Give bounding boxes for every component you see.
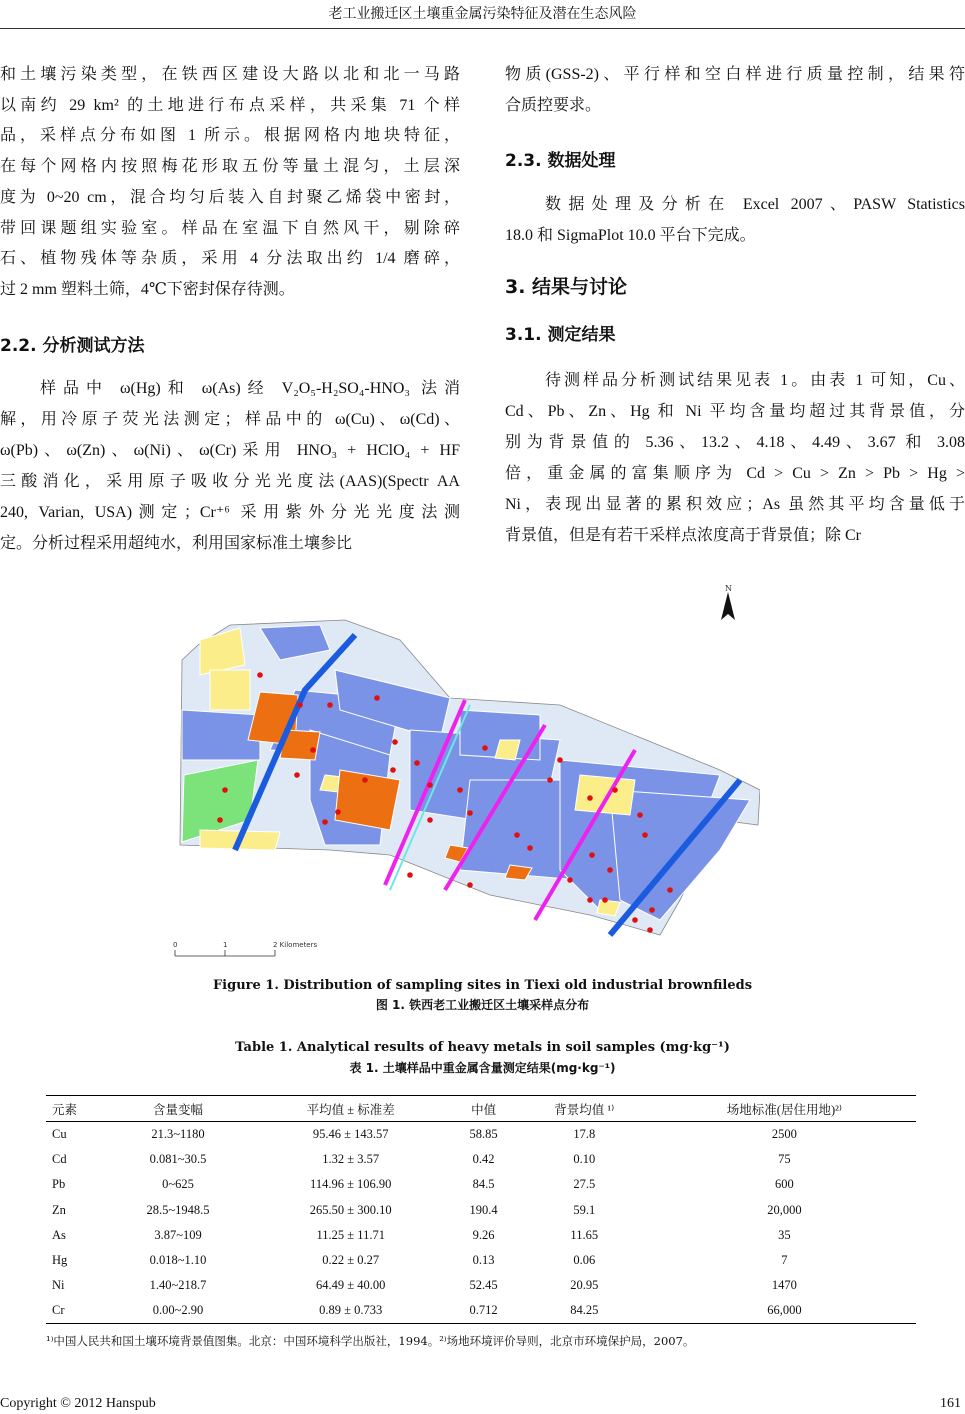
sampling-site-dot [632, 917, 638, 923]
table-cell: 75 [778, 1151, 791, 1166]
table-cell: Cu [52, 1126, 67, 1141]
table-cell: Hg [52, 1253, 68, 1268]
table-cell: 0.10 [573, 1151, 596, 1166]
table-cell: 64.49 ± 40.00 [316, 1278, 386, 1293]
sampling-site-dot [310, 747, 316, 753]
sampling-site-dot [457, 787, 463, 793]
table-cell: 0.018~1.10 [149, 1253, 207, 1268]
table-footnote: ¹⁾中国人民共和国土壤环境背景值图集。北京：中国环境科学出版社，1994。²⁾场地环境评价导则，北京市环境保护局，2007。 [46, 1334, 695, 1348]
table-cell: 66,000 [653, 1299, 916, 1324]
text-line: 品，采样点分布如图 1 所示。根据网格内地块特征， [0, 127, 460, 145]
sampling-site-dot [612, 787, 618, 793]
north-label: N [725, 584, 732, 593]
table-cell: 2500 [771, 1126, 797, 1141]
sampling-site-dot [427, 817, 433, 823]
table-row [46, 1197, 916, 1222]
text-line: 过 2 mm 塑料土筛，4℃下密封保存待测。 [0, 280, 295, 298]
sampling-site-dot [217, 817, 223, 823]
table-row [46, 1273, 916, 1298]
scale-label: 2 Kilometers [273, 941, 318, 949]
running-header: 老工业搬迁区土壤重金属污染特征及潜在生态风险 [328, 6, 637, 22]
text-line: 度为 0~20 cm，混合均匀后装入自封聚乙烯袋中密封， [0, 188, 460, 206]
table-cell: Cr [46, 1299, 106, 1324]
table-cell: 28.5~1948.5 [146, 1202, 210, 1217]
north-arrow-icon [721, 592, 735, 620]
table-row [46, 1122, 916, 1147]
text-line: 和土壤污染类型，在铁西区建设大路以北和北一马路 [0, 66, 460, 83]
table-cell: 265.50 ± 300.10 [309, 1202, 392, 1217]
sampling-site-dot [322, 819, 328, 825]
table-cell: 59.1 [573, 1202, 596, 1217]
table-cell: 114.96 ± 106.90 [310, 1177, 392, 1192]
table-cell: 190.4 [469, 1202, 498, 1217]
table-cell: 11.25 ± 11.71 [316, 1227, 385, 1242]
table-cell: 52.45 [469, 1278, 498, 1293]
text-line: 以南约 29 km² 的土地进行布点采样，共采集 71 个样 [0, 96, 460, 114]
text-line: 240, Varian, USA)测定；Cr⁺⁶ 采用紫外分光光度法测 [0, 504, 460, 521]
table-cell: 84.25 [516, 1299, 653, 1324]
table-cell: 21.3~1180 [151, 1126, 205, 1141]
text-line: 数据处理及分析在 Excel 2007、PASW Statistics [545, 196, 965, 213]
sampling-site-dot [607, 867, 613, 873]
table-row [46, 1248, 916, 1273]
sampling-site-dot [467, 882, 473, 888]
table-cell: 58.85 [469, 1126, 498, 1141]
column-header: 含量变幅 [106, 1096, 250, 1122]
text-line: 待测样品分析测试结果见表 1。由表 1 可知，Cu、 [545, 372, 965, 389]
table-cell: 27.5 [573, 1177, 596, 1192]
table-row [46, 1223, 916, 1248]
sampling-site-dot [527, 845, 533, 851]
column-header: 场地标准(居住用地)²⁾ [653, 1096, 916, 1122]
figure-caption-en: Figure 1. Distribution of sampling sites in Tiexi old industrial brownfileds [212, 978, 753, 993]
table-cell: 1470 [771, 1278, 797, 1293]
column-header: 中值 [451, 1096, 515, 1122]
table-cell: 35 [778, 1227, 791, 1242]
table-title-en: Table 1. Analytical results of heavy metals in soil samples (mg·kg⁻¹) [235, 1040, 730, 1055]
copyright: Copyright © 2012 Hanspub [0, 1396, 156, 1411]
table-cell: 95.46 ± 143.57 [312, 1126, 389, 1141]
table-cell: 20,000 [767, 1202, 802, 1217]
table-cell: 0.22 ± 0.27 [322, 1253, 380, 1268]
table-cell: 17.8 [573, 1126, 596, 1141]
heavy-metals-table [46, 1095, 916, 1324]
sampling-site-dot [482, 745, 488, 751]
land-parcel [182, 710, 260, 760]
text-line: 三酸消化，采用原子吸收分光光度法(AAS)(Spectr AA [0, 473, 460, 490]
scale-label: 1 [223, 941, 228, 949]
text-line: 定。分析过程采用超纯水，利用国家标准土壤参比 [0, 535, 353, 552]
sampling-site-dot [587, 795, 593, 801]
sampling-site-dot [649, 907, 655, 913]
sampling-site-dot [589, 852, 595, 858]
header-divider [0, 28, 965, 29]
text-line: Cd、Pb、Zn、Hg 和 Ni 平均含量均超过其背景值，分 [505, 403, 965, 420]
table-cell: 20.95 [570, 1278, 599, 1293]
table-cell: 0.89 ± 0.733 [250, 1299, 451, 1324]
figure-caption-cn: 图 1. 铁西老工业搬迁区土壤采样点分布 [375, 998, 590, 1012]
land-parcel [575, 775, 635, 815]
table-row [46, 1299, 916, 1324]
section-heading-3-1: 3.1. 测定结果 [505, 325, 616, 345]
text-line: 倍，重金属的富集顺序为 Cd > Cu > Zn > Pb > Hg > [505, 465, 965, 482]
sampling-site-dot [667, 887, 673, 893]
table-cell: 0~625 [162, 1177, 194, 1192]
table-title-cn: 表 1. 土壤样品中重金属含量测定结果(mg·kg⁻¹) [349, 1061, 616, 1075]
land-parcel [495, 740, 520, 760]
sampling-site-dot [514, 832, 520, 838]
table-cell: Cd [52, 1151, 67, 1166]
text-line: 解，用冷原子荧光法测定；样品中的 ω(Cu)、ω(Cd)、 [0, 411, 460, 428]
sampling-site-dot [642, 832, 648, 838]
text-line: 18.0 和 SigmaPlot 10.0 平台下完成。 [505, 227, 756, 244]
text-line: 别为背景值的 5.36、13.2、4.18、4.49、3.67 和 3.08 [505, 434, 965, 451]
table-cell: 0.06 [573, 1253, 596, 1268]
sampling-site-dot [257, 672, 263, 678]
text-line: 石、植物残体等杂质，采用 4 分法取出约 1/4 磨碎， [0, 250, 460, 268]
table-cell: 0.712 [451, 1299, 515, 1324]
sampling-site-dot [390, 767, 396, 773]
table-cell: 3.87~109 [154, 1227, 202, 1242]
table-cell: 1.40~218.7 [149, 1278, 207, 1293]
section-heading-2-2: 2.2. 分析测试方法 [0, 336, 145, 356]
sampling-site-dot [602, 897, 608, 903]
table-cell: 0.13 [472, 1253, 495, 1268]
table-cell: 600 [775, 1177, 794, 1192]
table-row [46, 1147, 916, 1172]
table-cell: Pb [52, 1177, 66, 1192]
sampling-site-dot [407, 872, 413, 878]
sampling-site-dot [335, 809, 341, 815]
text-line: 在每个网格内按照梅花形取五份等量土混匀，土层深 [0, 158, 460, 176]
text-line: 物质(GSS-2)、平行样和空白样进行质量控制，结果符 [505, 66, 965, 83]
table-cell: 7 [781, 1253, 788, 1268]
column-header: 元素 [46, 1096, 106, 1122]
table-cell: Zn [52, 1202, 66, 1217]
table-cell: 9.26 [472, 1227, 495, 1242]
sampling-site-dot [587, 897, 593, 903]
text-line: 合质控要求。 [505, 97, 602, 114]
sampling-site-dot [297, 702, 303, 708]
table-cell: 1.32 ± 3.57 [322, 1151, 380, 1166]
sampling-site-dot [467, 810, 473, 816]
sampling-site-dot [374, 695, 380, 701]
table-row [46, 1172, 916, 1197]
table-cell: 84.5 [472, 1177, 495, 1192]
scale-label: 0 [173, 941, 178, 949]
table-header-row [46, 1096, 916, 1122]
table-cell: 11.65 [570, 1227, 599, 1242]
sampling-site-dot [647, 927, 653, 933]
text-line: Ni，表现出显著的累积效应；As 虽然其平均含量低于 [505, 496, 965, 513]
sampling-site-map [160, 580, 760, 970]
sampling-site-dot [547, 777, 553, 783]
column-header: 平均值 ± 标准差 [250, 1096, 451, 1122]
section-heading-3: 3. 结果与讨论 [505, 276, 628, 298]
text-line: 样品中 ω(Hg)和 ω(As)经 V₂O₅-H₂SO₄-HNO₃ 法消 [40, 380, 460, 397]
table-cell: 0.42 [472, 1151, 495, 1166]
sampling-site-dot [567, 877, 573, 883]
sampling-site-dot [392, 739, 398, 745]
sampling-site-dot [637, 812, 643, 818]
column-header: 背景均值 ¹⁾ [516, 1096, 653, 1122]
table-cell: 0.00~2.90 [106, 1299, 250, 1324]
table-cell: Ni [52, 1278, 65, 1293]
sampling-site-dot [414, 760, 420, 766]
table-cell: 0.081~30.5 [149, 1151, 207, 1166]
section-heading-2-3: 2.3. 数据处理 [505, 151, 616, 171]
text-line: 背景值，但是有若干采样点浓度高于背景值；除 Cr [505, 527, 862, 544]
sampling-site-dot [362, 777, 368, 783]
page-number: 161 [940, 1396, 961, 1411]
text-line: 带回课题组实验室。样品在室温下自然风干，剔除碎 [0, 219, 460, 237]
sampling-site-dot [294, 772, 300, 778]
land-parcel [210, 670, 250, 710]
sampling-site-dot [557, 757, 563, 763]
table-cell: As [52, 1227, 66, 1242]
sampling-site-dot [222, 787, 228, 793]
sampling-site-dot [427, 782, 433, 788]
text-line: ω(Pb)、ω(Zn)、ω(Ni)、ω(Cr)采用 HNO₃ + HClO₄ + HF [0, 442, 460, 459]
sampling-site-dot [327, 702, 333, 708]
